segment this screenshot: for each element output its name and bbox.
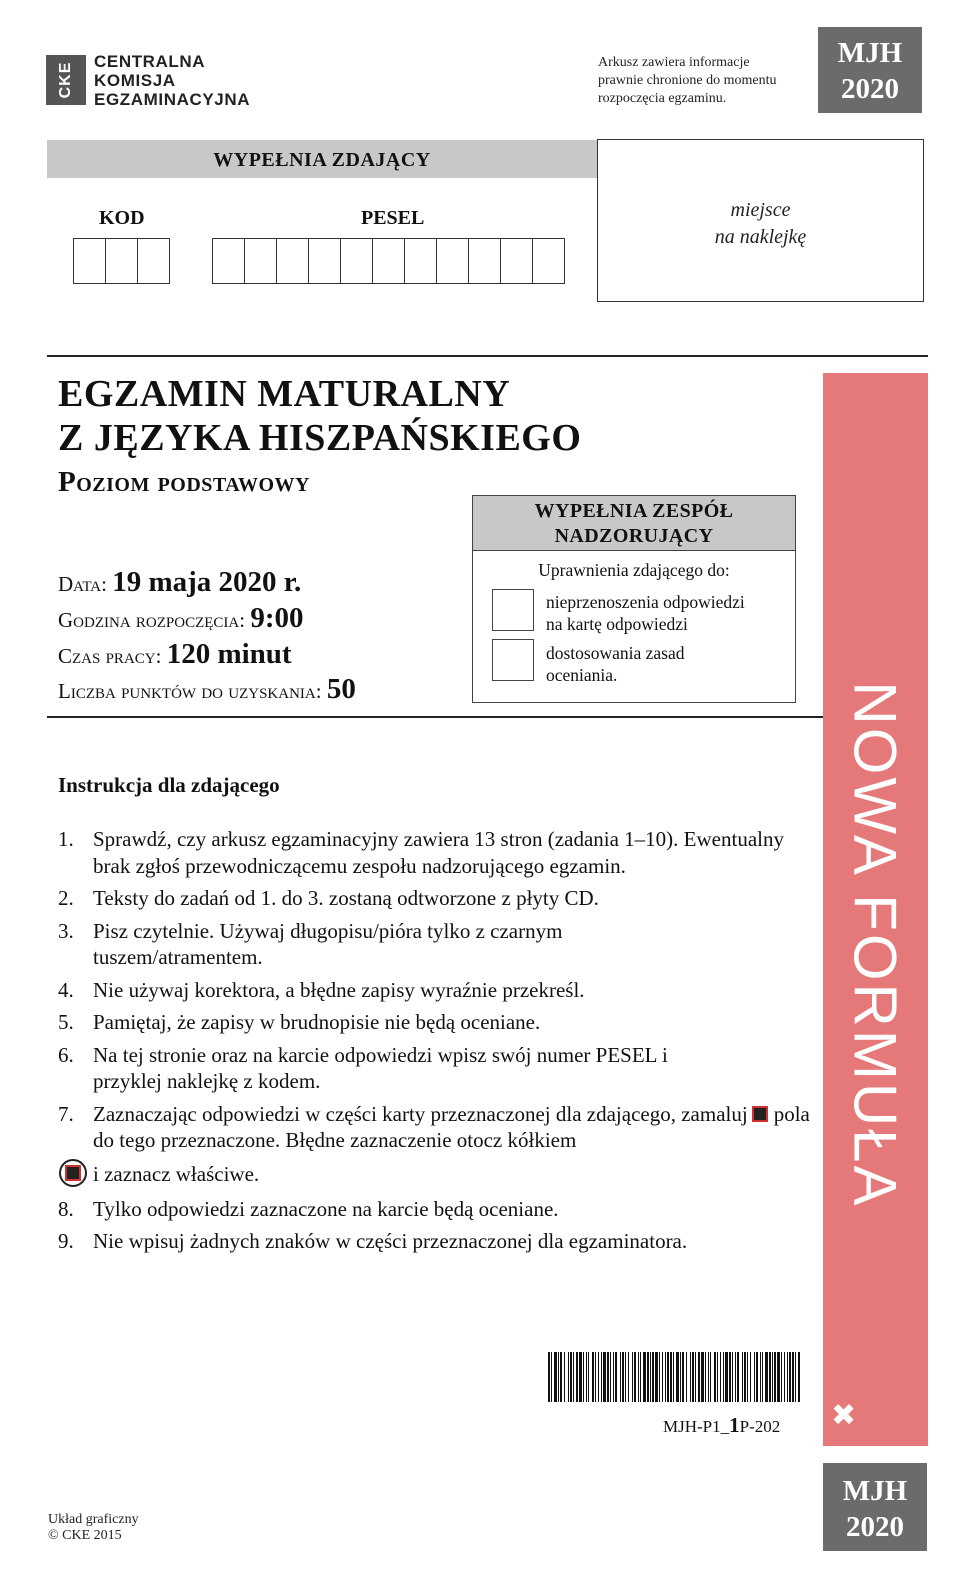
exam-code: MJH: [837, 37, 903, 69]
supervisor-header-line: NADZORUJĄCY: [554, 525, 714, 547]
permission-option-no-transfer: [546, 591, 745, 635]
option-line: oceniania.: [546, 665, 618, 685]
notice-line: Arkusz zawiera informacje: [598, 55, 750, 70]
kod-label: KOD: [99, 207, 145, 229]
exam-start-time: [58, 602, 304, 635]
instructions-list: [58, 826, 818, 1261]
permission-checkbox-no-transfer[interactable]: [492, 589, 534, 631]
permission-option-adjusted-grading: [546, 642, 685, 686]
points-label: Liczba punktów do uzyskania:: [58, 679, 322, 703]
kod-digit-box[interactable]: [74, 239, 106, 283]
confidentiality-notice: [598, 54, 776, 108]
pesel-digit-box[interactable]: [501, 239, 533, 283]
pesel-digit-box[interactable]: [437, 239, 469, 283]
pesel-digit-box[interactable]: [245, 239, 277, 283]
exam-duration: [58, 638, 292, 671]
pesel-field[interactable]: [212, 238, 565, 284]
instruction-item: 2. Teksty do zadań od 1. do 3. zostaną odtworzone z płyty CD.: [58, 886, 599, 910]
top-divider: [47, 355, 928, 357]
logo-line: CENTRALNA: [94, 52, 206, 71]
supervisor-header: [473, 496, 795, 551]
exam-code-badge-bottom: [823, 1463, 927, 1551]
title-line: EGZAMIN MATURALNY: [58, 373, 511, 415]
kod-digit-box[interactable]: [106, 239, 138, 283]
duration-value: 120 minut: [166, 638, 292, 670]
cke-logo-mark: CKE: [46, 55, 86, 105]
pesel-digit-box[interactable]: [309, 239, 341, 283]
pesel-digit-box[interactable]: [277, 239, 309, 283]
cke-logo-text: [94, 52, 250, 109]
exam-level: Poziom podstawowy: [58, 466, 310, 498]
pesel-digit-box[interactable]: [213, 239, 245, 283]
supervisor-header-line: WYPEŁNIA ZESPÓŁ: [534, 500, 734, 522]
exam-year: 2020: [841, 73, 899, 105]
permissions-label: Uprawnienia zdającego do:: [538, 560, 730, 580]
title-line: Z JĘZYKA HISZPAŃSKIEGO: [58, 417, 582, 459]
new-formula-sidebar: [823, 373, 928, 1446]
pesel-digit-box[interactable]: [341, 239, 373, 283]
footer-line: © CKE 2015: [48, 1528, 122, 1543]
instruction-item: 8. Tylko odpowiedzi zaznaczone na karcie będą oceniane.: [58, 1196, 559, 1221]
pesel-digit-box[interactable]: [373, 239, 405, 283]
exam-code-badge-top: [818, 27, 922, 113]
exam-points: [58, 673, 356, 706]
logo-line: EGZAMINACYJNA: [94, 90, 251, 109]
candidate-fill-header: WYPEŁNIA ZDAJĄCY: [47, 140, 597, 178]
instruction-item: 1. Sprawdź, czy arkusz egzaminacyjny zawiera 13 stron (zadania 1–10). Ewentualny brak zgłoś przewodniczącemu zespołu nadzorującego egzamin.: [58, 827, 784, 878]
option-line: nieprzenoszenia odpowiedzi: [546, 592, 745, 612]
start-label: Godzina rozpoczęcia:: [58, 608, 246, 632]
barcode-label: MJH-P1_1P-202: [663, 1413, 781, 1437]
sidebar-label: NOWA FORMUŁA: [841, 681, 909, 1209]
instruction-item: 5. Pamiętaj, że zapisy w brudnopisie nie będą oceniane.: [58, 1010, 541, 1034]
filled-square-icon: [752, 1106, 768, 1122]
date-value: 19 maja 2020 r.: [112, 566, 302, 598]
logo-line: KOMISJA: [94, 71, 176, 90]
duration-label: Czas pracy:: [58, 644, 162, 668]
pesel-label: PESEL: [361, 207, 425, 229]
middle-divider: [47, 716, 823, 718]
start-value: 9:00: [250, 602, 304, 634]
exam-code: MJH: [842, 1475, 908, 1507]
circled-square-icon: [59, 1159, 87, 1187]
points-value: 50: [326, 673, 356, 705]
instruction-item: 3. Pisz czytelnie. Używaj długopisu/pióra tylko z czarnym tuszem/atramentem.: [58, 918, 563, 969]
barcode: [548, 1352, 800, 1402]
exam-date: [58, 566, 301, 599]
sticker-line: miejsce: [730, 199, 791, 221]
kod-field[interactable]: [73, 238, 170, 284]
pesel-digit-box[interactable]: [533, 239, 564, 283]
supervisor-section: [472, 495, 796, 703]
kod-digit-box[interactable]: [138, 239, 169, 283]
pesel-digit-box[interactable]: [469, 239, 501, 283]
footer-credit: [48, 1512, 139, 1544]
instruction-item: 4. Nie używaj korektora, a błędne zapisy wyraźnie przekreśl.: [58, 977, 585, 1002]
instruction-item: 9. Nie wpisuj żadnych znaków w części przeznaczonej dla egzaminatora.: [58, 1229, 688, 1253]
date-label: Data:: [58, 572, 107, 596]
option-line: dostosowania zasad: [546, 643, 685, 663]
sticker-line: na naklejkę: [714, 226, 807, 248]
pesel-digit-box[interactable]: [405, 239, 437, 283]
permission-checkbox-adjusted-grading[interactable]: [492, 639, 534, 681]
sticker-placeholder: [597, 139, 924, 302]
option-line: na kartę odpowiedzi: [546, 614, 688, 634]
star-icon: ✖: [831, 1399, 857, 1432]
instruction-item: 6. Na tej stronie oraz na karcie odpowiedzi wpisz swój numer PESEL i przyklej naklejkę z kodem.: [58, 1042, 668, 1093]
exam-title: [58, 372, 581, 460]
instructions-heading: Instrukcja dla zdającego: [58, 773, 280, 797]
instruction-item: 7. Zaznaczając odpowiedzi w części karty przeznaczonej dla zdającego, zamaluj pola do tego przeznaczone. Błędne zaznaczenie otocz kółkiem i zaznacz właściwe.: [58, 1101, 810, 1186]
notice-line: prawnie chronione do momentu: [598, 73, 777, 88]
exam-year: 2020: [846, 1511, 904, 1543]
notice-line: rozpoczęcia egzaminu.: [598, 91, 727, 106]
footer-line: Układ graficzny: [48, 1512, 139, 1527]
